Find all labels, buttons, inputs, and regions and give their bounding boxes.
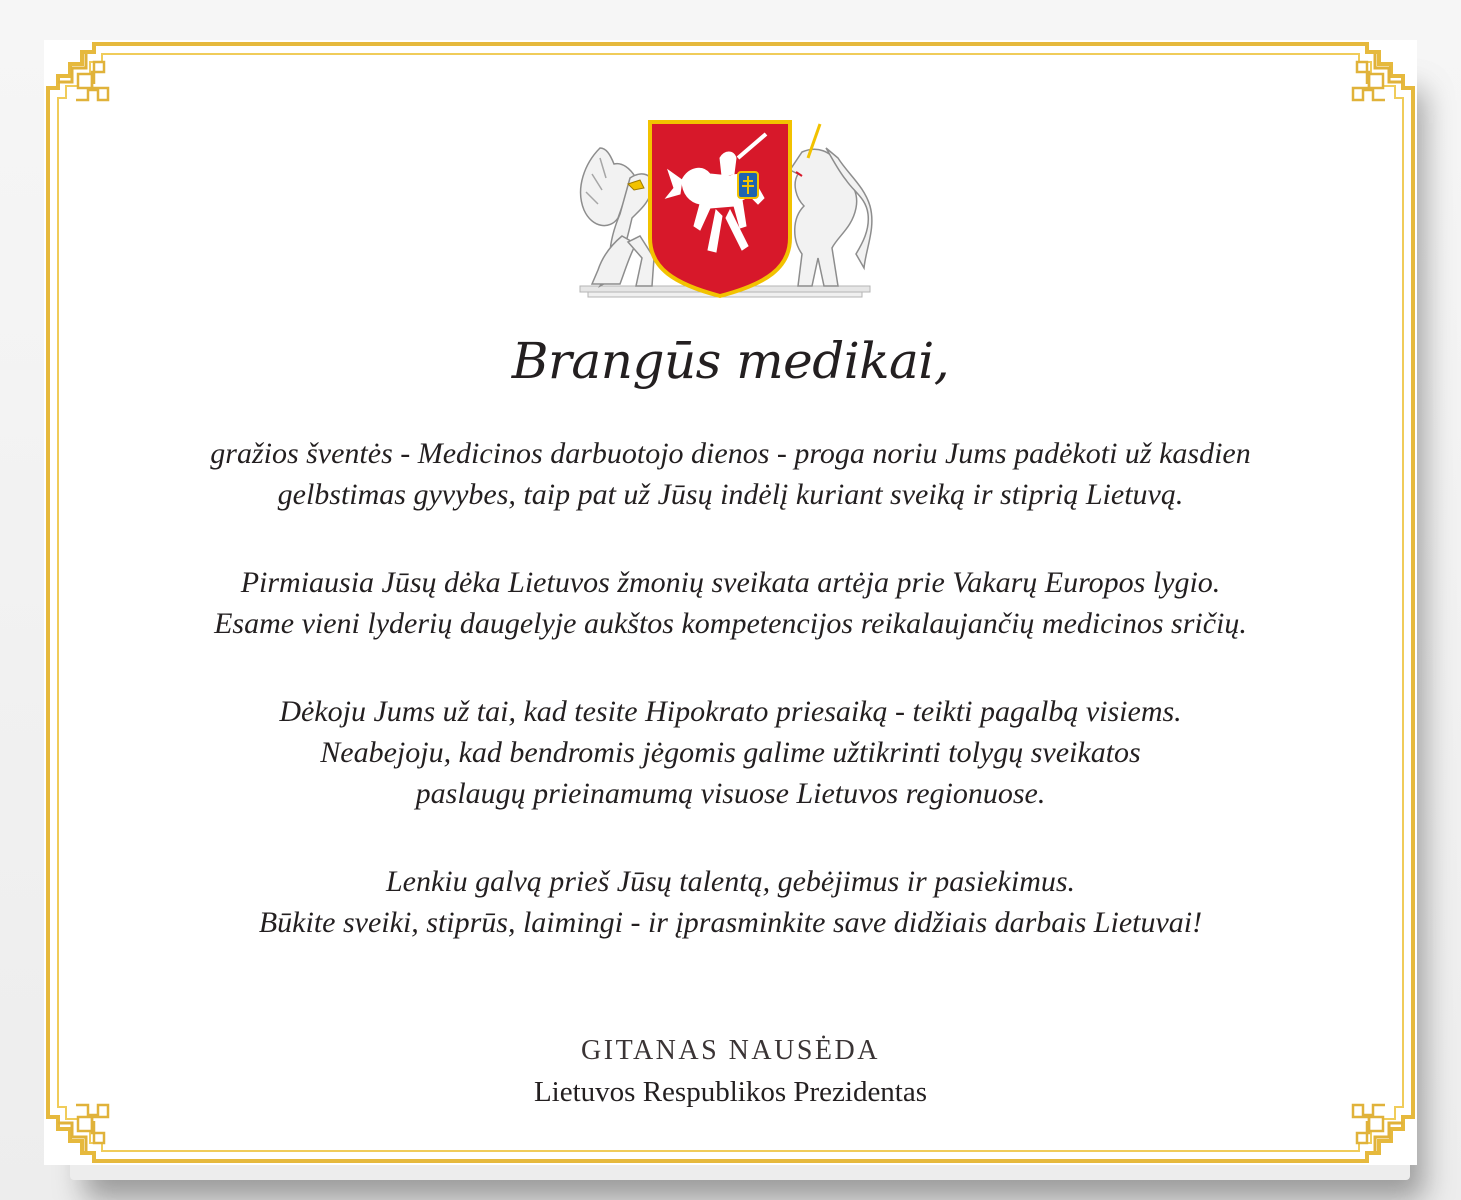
paragraph-line: Lenkiu galvą prieš Jūsų talentą, gebėjimus ir pasiekimus. (385, 865, 1076, 898)
lithuanian-coat-of-arms-icon (570, 118, 880, 303)
letter-paragraph (0, 433, 1461, 515)
paragraph-line: paslaugų prieinamumą visuose Lietuvos regionuose. (415, 777, 1046, 810)
letter-paragraph (0, 691, 1461, 814)
paragraph-line: Būkite sveiki, stiprūs, laimingi - ir įprasminkite save didžiais darbais Lietuvai! (258, 906, 1203, 939)
signature-title: Lietuvos Respublikos Prezidentas (533, 1076, 928, 1108)
letter-paragraph (0, 861, 1461, 943)
signature-name: GITANAS NAUSĖDA (581, 1035, 880, 1066)
paragraph-line: Dėkoju Jums už tai, kad tesite Hipokrato priesaiką - teikti pagalbą visiems. (279, 695, 1182, 728)
letter-paragraph (0, 562, 1461, 644)
paragraph-line: Pirmiausia Jūsų dėka Lietuvos žmonių sveikata artėja prie Vakarų Europos lygio. (240, 566, 1221, 599)
paragraph-line: Esame vieni lyderių daugelyje aukštos kompetencijos reikalaujančių medicinos sričių. (214, 607, 1247, 640)
letter-greeting: Brangūs medikai, (511, 332, 950, 390)
paragraph-line: gelbstimas gyvybes, taip pat už Jūsų indėlį kuriant sveiką ir stiprią Lietuvą. (277, 478, 1184, 511)
paragraph-line: gražios šventės - Medicinos darbuotojo dienos - proga noriu Jums padėkoti už kasdien (210, 437, 1251, 470)
paragraph-line: Neabejoju, kad bendromis jėgomis galime užtikrinti tolygų sveikatos (320, 736, 1141, 769)
